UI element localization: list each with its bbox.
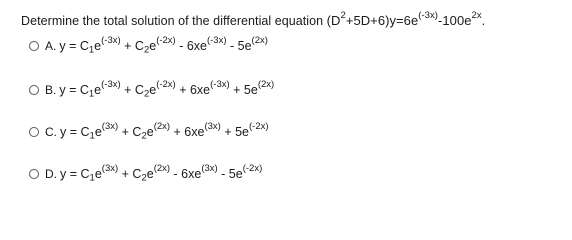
radio-button-d[interactable] [29,169,39,179]
opt-b-sup-1: (-3x) [101,78,121,90]
opt-c-sup-4: (-2x) [249,120,269,132]
opt-c-op-3: + 5e [220,125,249,139]
opt-a-sup-2: (-2x) [156,34,176,46]
option-letter-c: C. [45,125,57,139]
radio-button-c[interactable] [29,127,39,137]
opt-c-op-2: + 6xe [170,125,205,139]
opt-d-op-3: - 5e [217,167,243,181]
option-c[interactable] [29,122,269,142]
eq-part-1: (D [326,13,341,28]
opt-a-lhs: y = C [59,39,89,53]
opt-c-base-1: e [94,125,102,139]
opt-a-sup-4: (2x) [251,34,268,46]
option-text-a[interactable] [59,34,268,56]
opt-d-sup-2: (2x) [153,162,171,174]
opt-c-op-1: + C [118,125,142,139]
opt-b-sup-4: (2x) [257,78,275,90]
question-text [21,9,486,28]
option-d[interactable] [29,164,262,184]
differential-equation [326,9,482,28]
option-text-b[interactable] [59,78,275,100]
eq-part-3: -100e [438,13,472,28]
opt-b-op-3: + 5e [229,83,258,97]
opt-d-op-2: - 6xe [170,167,202,181]
opt-b-sub-1: 1 [88,88,95,100]
opt-d-sup-1: (3x) [101,162,119,174]
option-text-c[interactable] [60,120,269,142]
option-letter-b: B. [45,83,57,97]
opt-b-sup-3: (-3x) [210,78,230,90]
opt-a-base-1: e [94,39,102,53]
opt-c-lhs: y = C [60,125,90,139]
opt-d-op-1: + C [118,167,142,181]
eq-part-2: +5D+6)y=6e [345,13,419,28]
opt-c-base-2: e [146,125,154,139]
opt-b-sub-2: 2 [143,88,150,100]
opt-d-sup-4: (-2x) [242,162,263,174]
opt-d-lhs: y = C [60,167,90,181]
opt-b-op-2: + 6xe [175,83,211,97]
opt-c-sup-1: (3x) [101,120,119,132]
radio-button-a[interactable] [29,41,39,51]
opt-a-op-2: - 6xe [175,39,207,53]
opt-a-sup-1: (-3x) [101,34,121,46]
question-suffix: . [481,14,486,28]
opt-a-sub-2: 2 [143,44,150,56]
opt-d-sub-1: 1 [89,172,95,184]
opt-c-sub-2: 2 [141,130,147,142]
eq-sup-2: (-3x) [418,9,439,21]
opt-b-base-2: e [149,83,157,97]
opt-a-base-2: e [149,39,157,53]
opt-d-base-1: e [94,167,102,181]
opt-d-sup-3: (3x) [201,162,218,174]
option-letter-d: D. [45,167,57,181]
radio-button-b[interactable] [29,85,39,95]
opt-a-op-1: + C [120,39,144,53]
opt-b-base-1: e [94,83,102,97]
opt-c-sup-3: (3x) [204,120,221,132]
opt-c-sup-2: (2x) [153,120,171,132]
question-prefix: Determine the total solution of the differential equation [21,14,327,28]
opt-b-op-1: + C [120,83,144,97]
opt-b-lhs: y = C [59,83,89,97]
opt-a-op-3: - 5e [226,39,252,53]
opt-c-sub-1: 1 [89,130,95,142]
opt-d-sub-2: 2 [141,172,147,184]
eq-sup-1: 2 [340,9,346,21]
opt-d-base-2: e [146,167,154,181]
opt-a-sup-3: (-3x) [206,34,227,46]
option-b[interactable] [29,80,274,100]
option-text-d[interactable] [60,162,263,184]
eq-sup-3: 2x [471,9,482,21]
option-letter-a: A. [45,39,57,53]
opt-a-sub-1: 1 [88,44,95,56]
option-a[interactable] [29,36,268,56]
opt-b-sup-2: (-2x) [156,78,176,90]
